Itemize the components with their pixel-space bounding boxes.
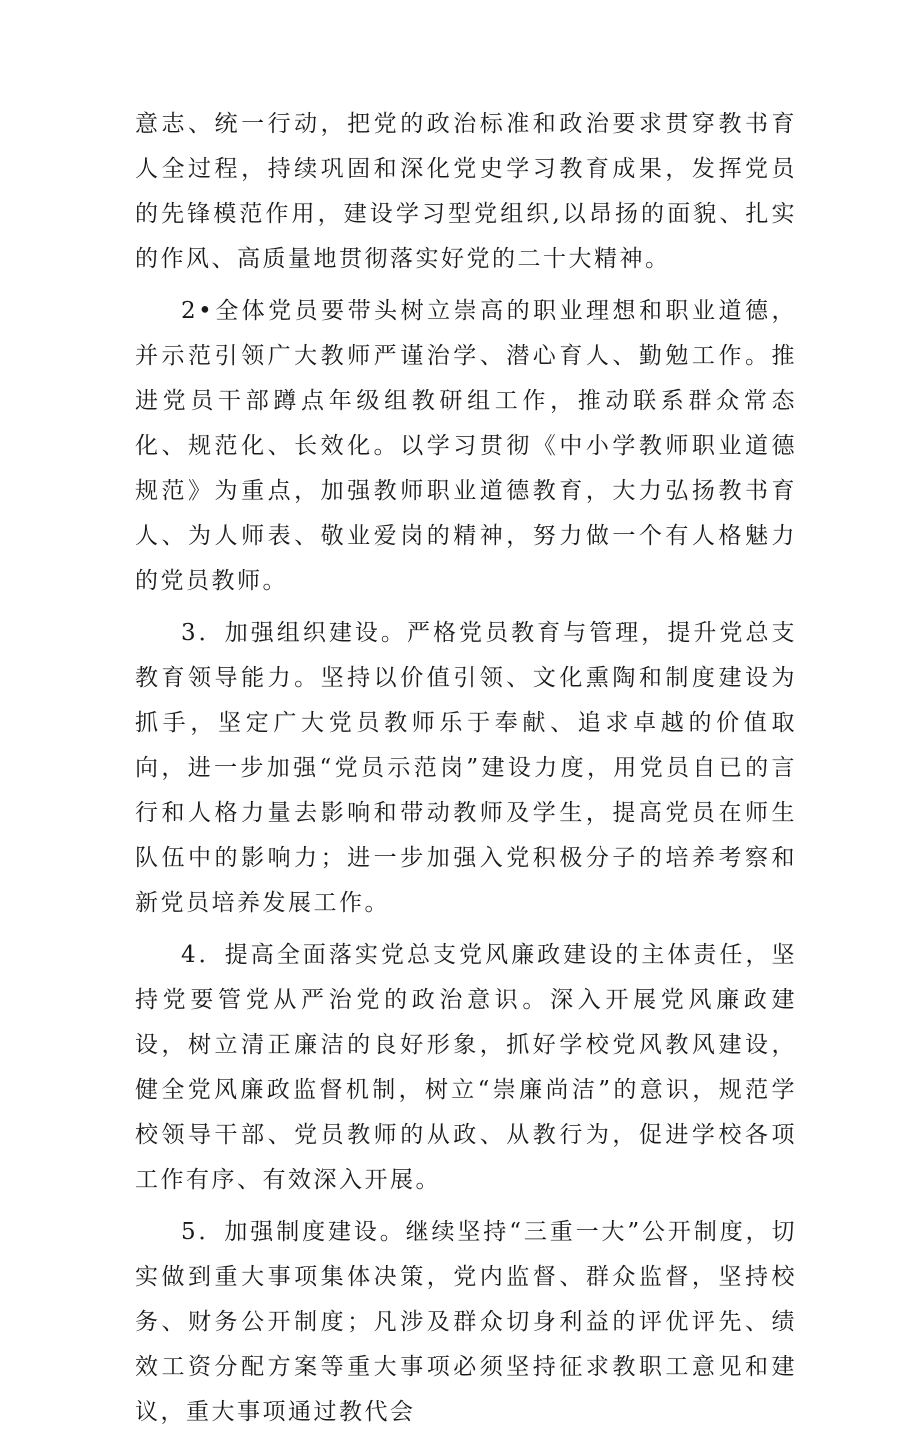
paragraph-item-5: 5．加强制度建设。继续坚持“三重一大”公开制度，切实做到重大事项集体决策，党内监督、群众监督，坚持校务、财务公开制度；凡涉及群众切身利益的评优评先、绩效工资分配方案等重大事项必须坚持征求教职工意见和建议，重大事项通过教代会 (135, 1219, 797, 1425)
paragraph-item-4: 4．提高全面落实党总支党风廉政建设的主体责任，坚持党要管党从严治党的政治意识。深入开展党风廉政建设，树立清正廉洁的良好形象，抓好学校党风教风建设，健全党风廉政监督机制，树立“崇廉尚洁”的意识，规范学校领导干部、党员教师的从政、从教行为，促进学校各项工作有序、有效深入开展。 (135, 942, 797, 1193)
paragraph-item-2: 2•全体党员要带头树立崇高的职业理想和职业道德，并示范引领广大教师严谨治学、潜心育人、勤勉工作。推进党员干部蹲点年级组教研组工作，推动联系群众常态化、规范化、长效化。以学习贯彻《中小学教师职业道德规范》为重点，加强教师职业道德教育，大力弘扬教书育人、为人师表、敬业爱岗的精神，努力做一个有人格魅力的党员教师。 (135, 298, 797, 594)
document-body (135, 102, 797, 1442)
paragraph-item-3: 3．加强组织建设。严格党员教育与管理，提升党总支教育领导能力。坚持以价值引领、文化熏陶和制度建设为抓手，坚定广大党员教师乐于奉献、追求卓越的价值取向，进一步加强“党员示范岗”建设力度，用党员自已的言行和人格力量去影响和带动教师及学生，提高党员在师生队伍中的影响力；进一步加强入党积极分子的培养考察和新党员培养发展工作。 (135, 620, 797, 916)
paragraph-continuation: 意志、统一行动，把党的政治标准和政治要求贯穿教书育人全过程，持续巩固和深化党史学习教育成果，发挥党员的先锋模范作用，建设学习型党组织,以昂扬的面貌、扎实的作风、高质量地贯彻落实好党的二十大精神。 (135, 111, 797, 272)
